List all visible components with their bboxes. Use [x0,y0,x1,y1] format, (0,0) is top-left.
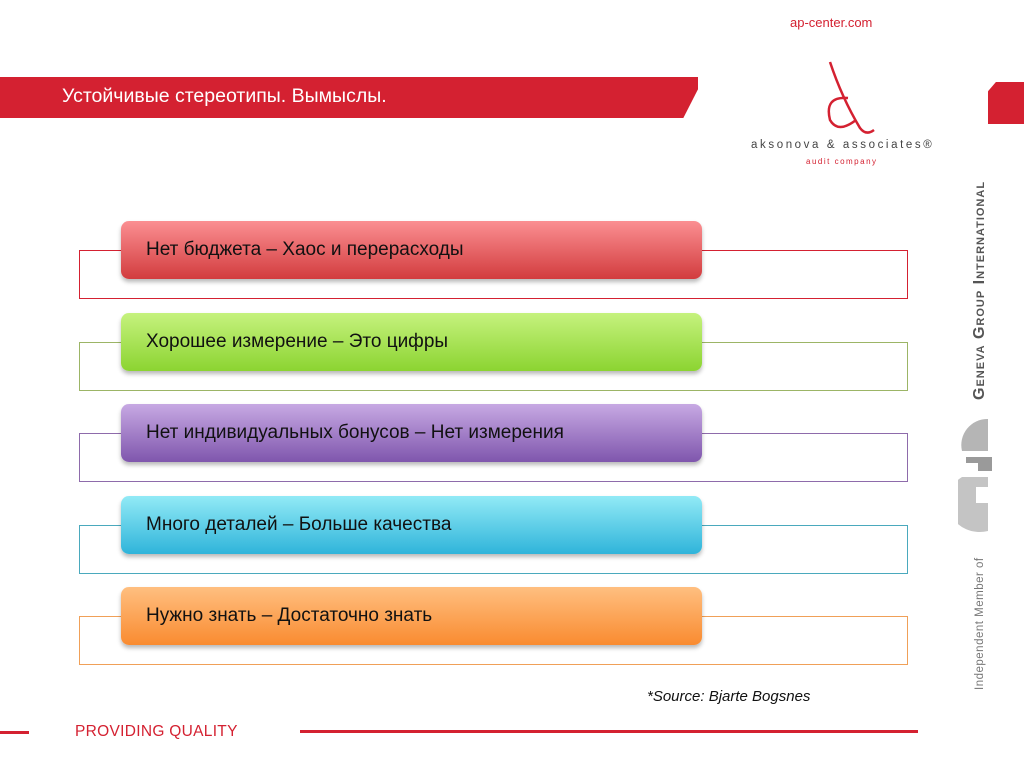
site-url[interactable]: ap-center.com [790,15,873,30]
logo-subtitle: audit company [806,157,878,166]
aksonova-logo-icon [812,58,882,138]
footer-divider [300,730,918,733]
stereotype-label: Нет бюджета – Хаос и перерасходы [146,239,464,260]
corner-tab [988,82,1024,124]
stereotype-item [121,587,702,645]
logo-name: aksonova & associates® [751,139,935,151]
stereotype-label: Много деталей – Больше качества [146,513,452,535]
stereotype-item [121,404,702,462]
member-label: Independent Member of [974,557,986,690]
stereotype-label: Хорошее измерение – Это цифры [146,330,449,352]
stereotype-item [121,496,702,554]
geneva-group-logo-icon [958,415,998,535]
stereotype-item [121,313,702,371]
footer-dash [0,731,29,734]
footer-label: PROVIDING QUALITY [75,723,238,740]
stereotype-label: Нужно знать – Достаточно знать [146,605,433,626]
geneva-group-label: Geneva Group International [971,180,988,400]
slide-title: Устойчивые стереотипы. Вымыслы. [62,85,387,107]
stereotype-item [121,221,702,279]
stereotype-label: Нет индивидуальных бонусов – Нет измерения [146,422,564,443]
source-note: *Source: Bjarte Bogsnes [647,688,811,705]
